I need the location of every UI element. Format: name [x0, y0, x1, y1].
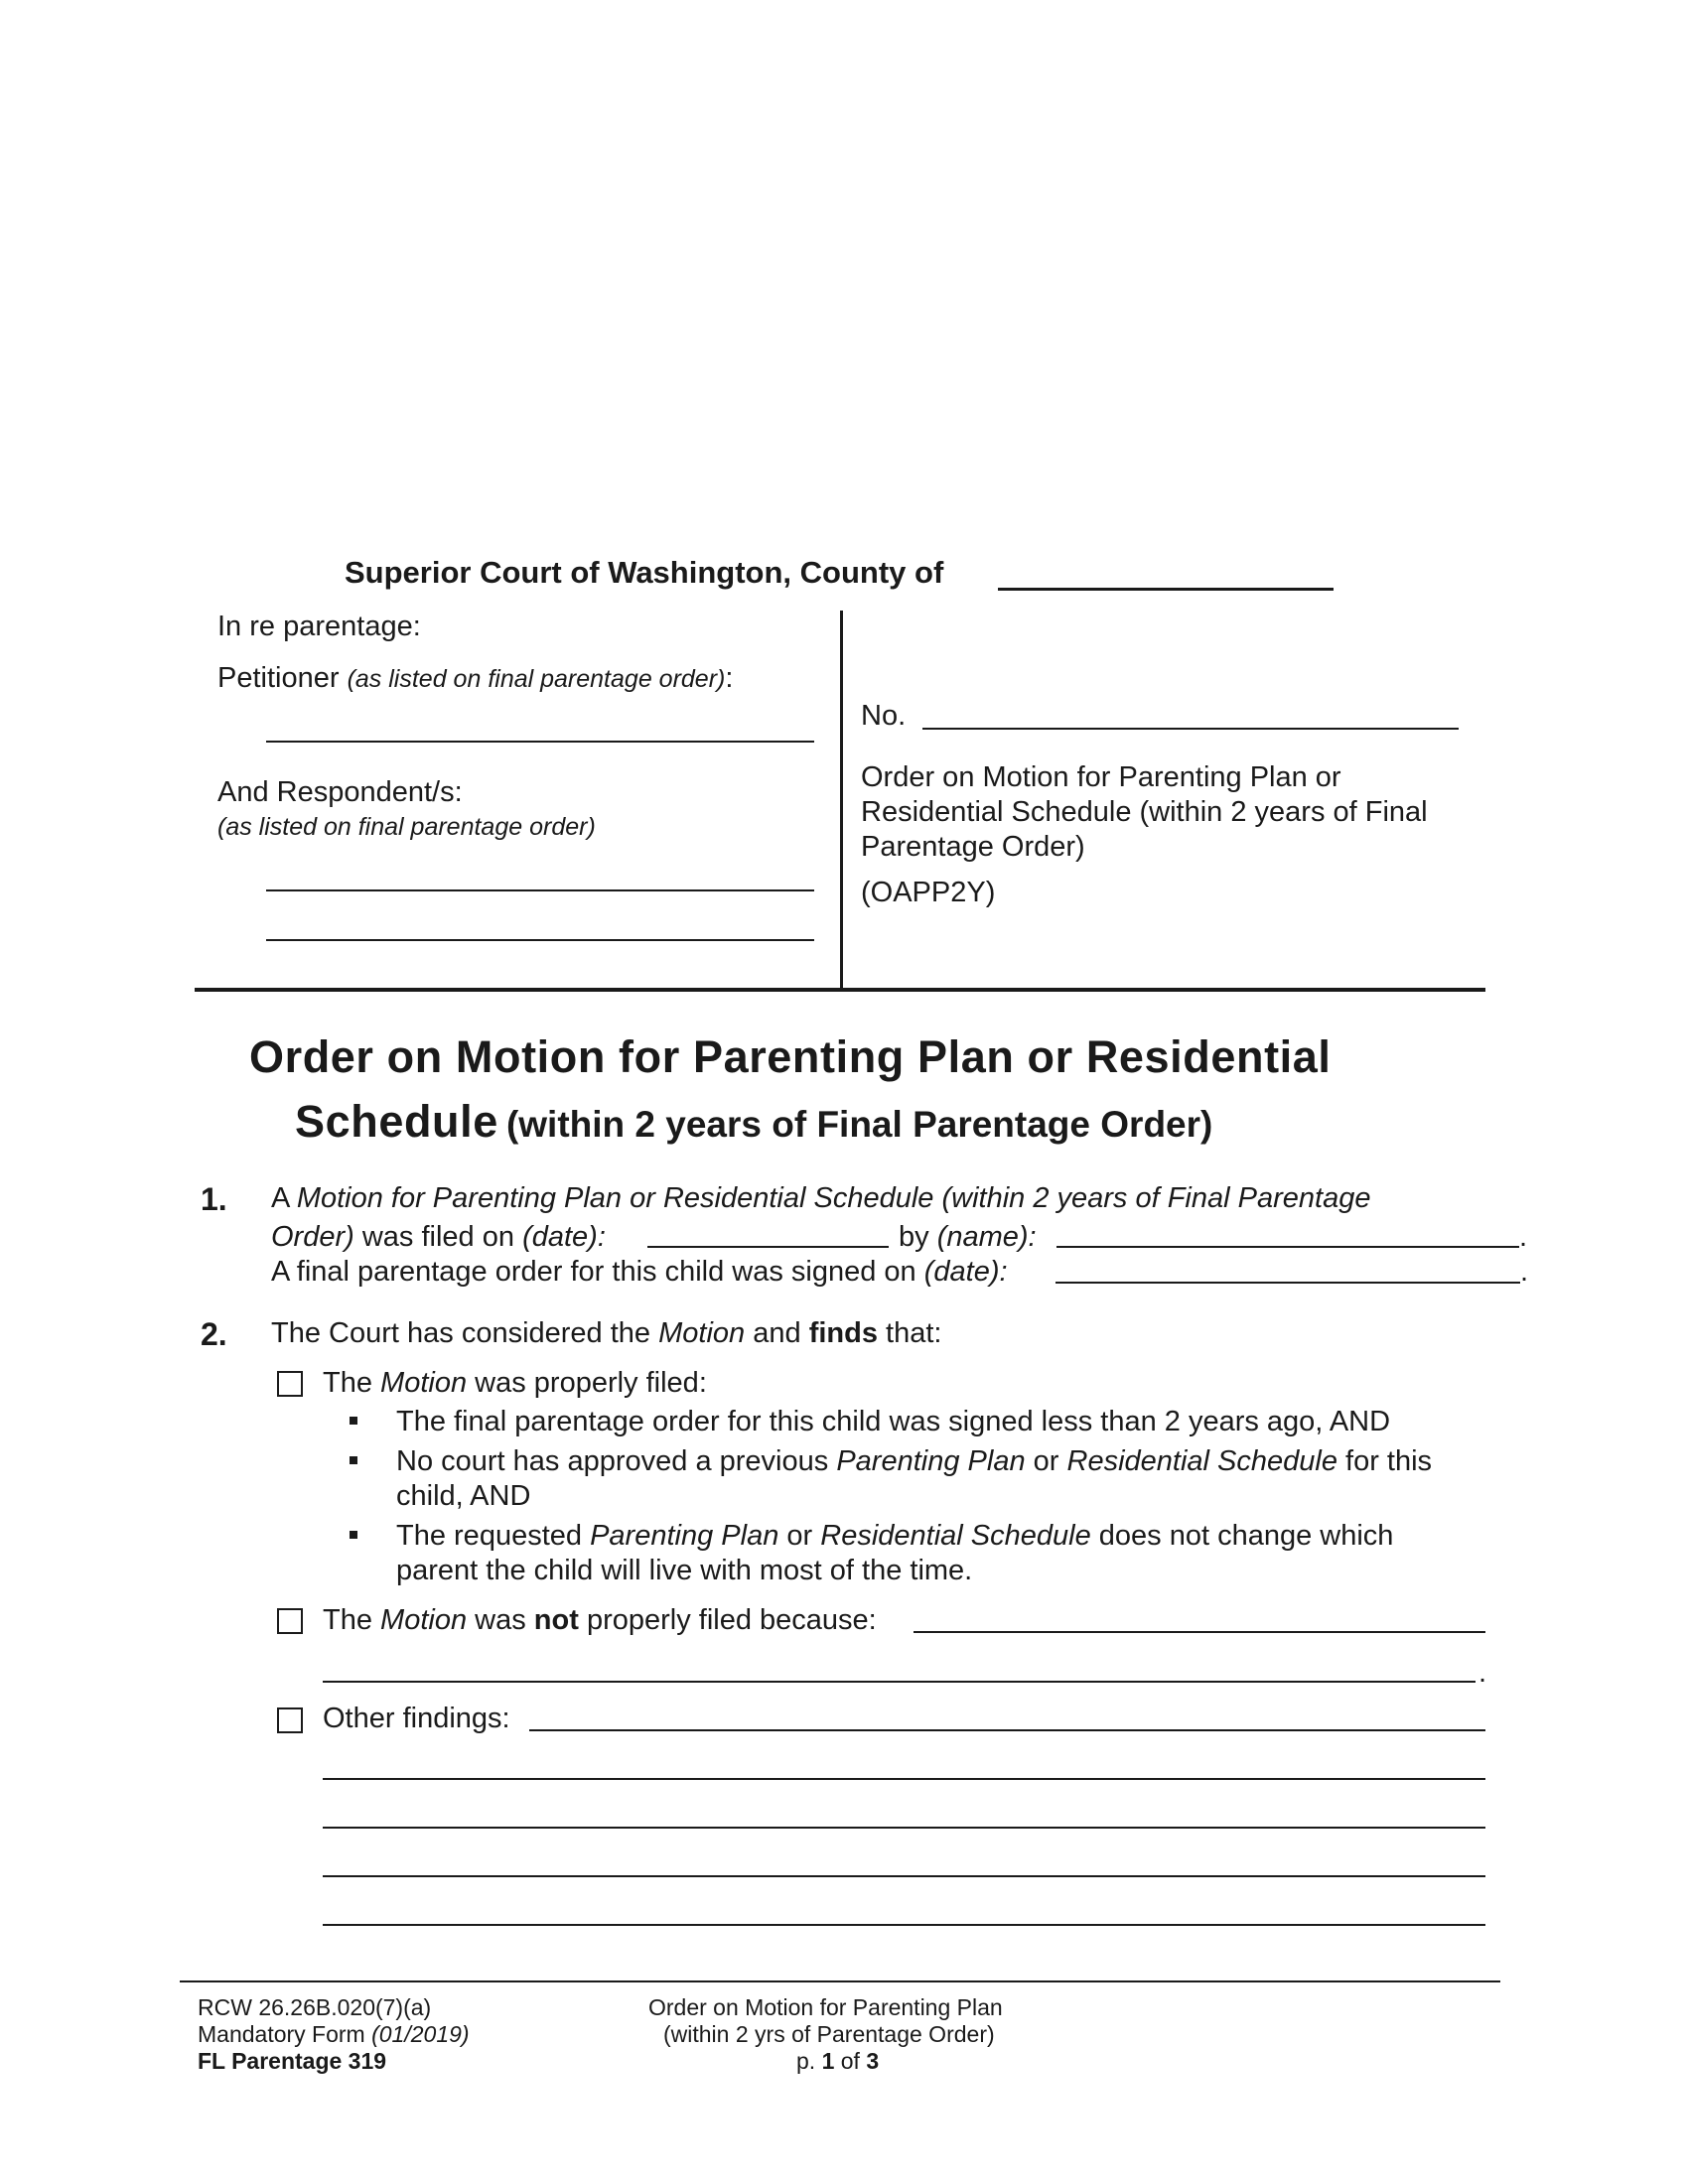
bullet-3-marker — [350, 1531, 357, 1539]
other-findings-blank-3[interactable] — [323, 1827, 1485, 1829]
bullet-3-b: does not change which — [1098, 1520, 1394, 1552]
footer-mandatory-date: (01/2019) — [371, 2021, 470, 2047]
section-1-line-1 — [271, 1181, 1370, 1216]
bullet-2-marker — [350, 1456, 357, 1464]
page-title-line-2 — [295, 1095, 1212, 1149]
intro-finds: finds — [808, 1317, 878, 1349]
other-findings-checkbox[interactable] — [277, 1707, 303, 1733]
page-title-line-1: Order on Motion for Parenting Plan or Residential — [249, 1031, 1332, 1082]
bullet-3-line-2: parent the child will live with most of the time. — [396, 1555, 973, 1586]
opt2-the: The — [323, 1604, 372, 1636]
caption-bottom-rule — [195, 988, 1485, 992]
bullet-1-text: The final parentage order for this child was signed less than 2 years ago, AND — [396, 1406, 1391, 1437]
footer-mandatory-label: Mandatory Form — [198, 2021, 365, 2047]
in-re-label: In re parentage: — [217, 611, 421, 642]
petitioner-blank[interactable] — [266, 741, 814, 743]
doc-title-line-3: Parentage Order) — [861, 831, 1085, 863]
filed-date-blank[interactable] — [647, 1246, 889, 1248]
opt1-the: The — [323, 1367, 372, 1399]
page-title-schedule: Schedule — [295, 1096, 498, 1147]
filed-by-label: by — [899, 1221, 929, 1253]
page-title-subtitle: (within 2 years of Final Parentage Order) — [505, 1104, 1213, 1145]
section-1-a: A — [271, 1182, 289, 1214]
other-findings-blank-1[interactable] — [529, 1729, 1485, 1731]
not-filed-period: . — [1478, 1657, 1487, 1689]
section-1-number: 1. — [201, 1181, 227, 1217]
intro-a: The Court has considered the — [271, 1317, 651, 1349]
opt1-rest: was properly filed: — [475, 1367, 707, 1399]
signed-date-blank[interactable] — [1055, 1282, 1520, 1284]
other-findings-label: Other findings: — [323, 1703, 510, 1734]
doc-title-line-1: Order on Motion for Parenting Plan or — [861, 761, 1341, 793]
bullet-2-a: No court has approved a previous — [396, 1445, 829, 1477]
footer-page-p: p. — [796, 2048, 816, 2074]
opt1-motion: Motion — [380, 1367, 468, 1399]
section-1-period-2: . — [1520, 1256, 1529, 1288]
properly-filed-checkbox[interactable] — [277, 1371, 303, 1397]
not-filed-reason-blank-2[interactable] — [323, 1681, 1476, 1683]
bullet-2-or: or — [1033, 1445, 1059, 1477]
filed-on-label: was filed on — [361, 1221, 515, 1253]
intro-and: and — [753, 1317, 801, 1349]
filed-date-label: (date): — [522, 1221, 606, 1253]
doc-code: (OAPP2Y) — [861, 877, 996, 908]
footer-page-total: 3 — [866, 2048, 880, 2074]
footer-mandatory — [198, 2021, 470, 2049]
bullet-2-line-1 — [396, 1444, 1432, 1479]
filed-name-blank[interactable] — [1056, 1246, 1519, 1248]
motion-title-2: Order) — [271, 1221, 354, 1253]
petitioner-colon: : — [725, 662, 734, 694]
footer-center-1: Order on Motion for Parenting Plan — [648, 1994, 1003, 2020]
respondent-blank-2[interactable] — [266, 939, 814, 941]
properly-filed-label — [323, 1366, 707, 1401]
bullet-2-line-2: child, AND — [396, 1480, 531, 1512]
intro-motion: Motion — [658, 1317, 746, 1349]
bullet-3-pp: Parenting Plan — [590, 1520, 779, 1552]
section-1-line-2 — [271, 1220, 606, 1255]
petitioner-note: (as listed on final parentage order) — [347, 665, 726, 693]
respondent-blank-1[interactable] — [266, 889, 814, 891]
petitioner-label-row — [217, 661, 733, 696]
footer-rcw: RCW 26.26B.020(7)(a) — [198, 1994, 432, 2020]
other-findings-blank-5[interactable] — [323, 1924, 1485, 1926]
case-no-label: No. — [861, 700, 907, 732]
opt2-was: was — [475, 1604, 526, 1636]
footer-page-of: of — [840, 2048, 860, 2074]
doc-title-line-2: Residential Schedule (within 2 years of Final — [861, 796, 1428, 828]
not-filed-reason-blank-1[interactable] — [914, 1631, 1485, 1633]
footer-page-num: 1 — [821, 2048, 835, 2074]
section-2-intro — [271, 1316, 941, 1351]
section-2-number: 2. — [201, 1316, 227, 1352]
section-1-line-3 — [271, 1255, 1008, 1290]
not-properly-filed-label — [323, 1603, 877, 1638]
court-name: Superior Court of Washington, County of — [345, 555, 944, 590]
footer-page — [796, 2048, 879, 2076]
footer-rule — [180, 1980, 1500, 1982]
footer-form-id: FL Parentage 319 — [198, 2048, 387, 2074]
filed-by-row — [899, 1220, 1037, 1255]
opt2-rest: properly filed because: — [586, 1604, 877, 1636]
bullet-3-a: The requested — [396, 1520, 583, 1552]
bullet-3-rs: Residential Schedule — [820, 1520, 1091, 1552]
bullet-3-or: or — [786, 1520, 813, 1552]
not-properly-filed-checkbox[interactable] — [277, 1608, 303, 1634]
petitioner-label: Petitioner — [217, 662, 340, 694]
bullet-1-marker — [350, 1417, 357, 1425]
county-blank[interactable] — [998, 588, 1334, 591]
other-findings-blank-4[interactable] — [323, 1875, 1485, 1877]
opt2-not: not — [533, 1604, 579, 1636]
caption-divider — [840, 611, 843, 989]
signed-date-label: (date): — [923, 1256, 1008, 1288]
bullet-2-rs: Residential Schedule — [1066, 1445, 1337, 1477]
bullet-2-pp: Parenting Plan — [836, 1445, 1026, 1477]
other-findings-blank-2[interactable] — [323, 1778, 1485, 1780]
intro-that: that: — [886, 1317, 942, 1349]
section-1-period-1: . — [1519, 1221, 1528, 1253]
signed-text: A final parentage order for this child was signed on — [271, 1256, 916, 1288]
respondent-label: And Respondent/s: — [217, 776, 463, 808]
respondent-note: (as listed on final parentage order) — [217, 813, 596, 841]
motion-title-1: Motion for Parenting Plan or Residential Schedule (within 2 years of Final Parentage — [296, 1182, 1371, 1214]
bullet-2-b: for this — [1345, 1445, 1433, 1477]
filed-name-label: (name): — [936, 1221, 1037, 1253]
footer-center-2: (within 2 yrs of Parentage Order) — [663, 2021, 995, 2047]
bullet-3-line-1 — [396, 1519, 1393, 1554]
case-no-blank[interactable] — [922, 728, 1459, 730]
opt2-motion: Motion — [380, 1604, 468, 1636]
